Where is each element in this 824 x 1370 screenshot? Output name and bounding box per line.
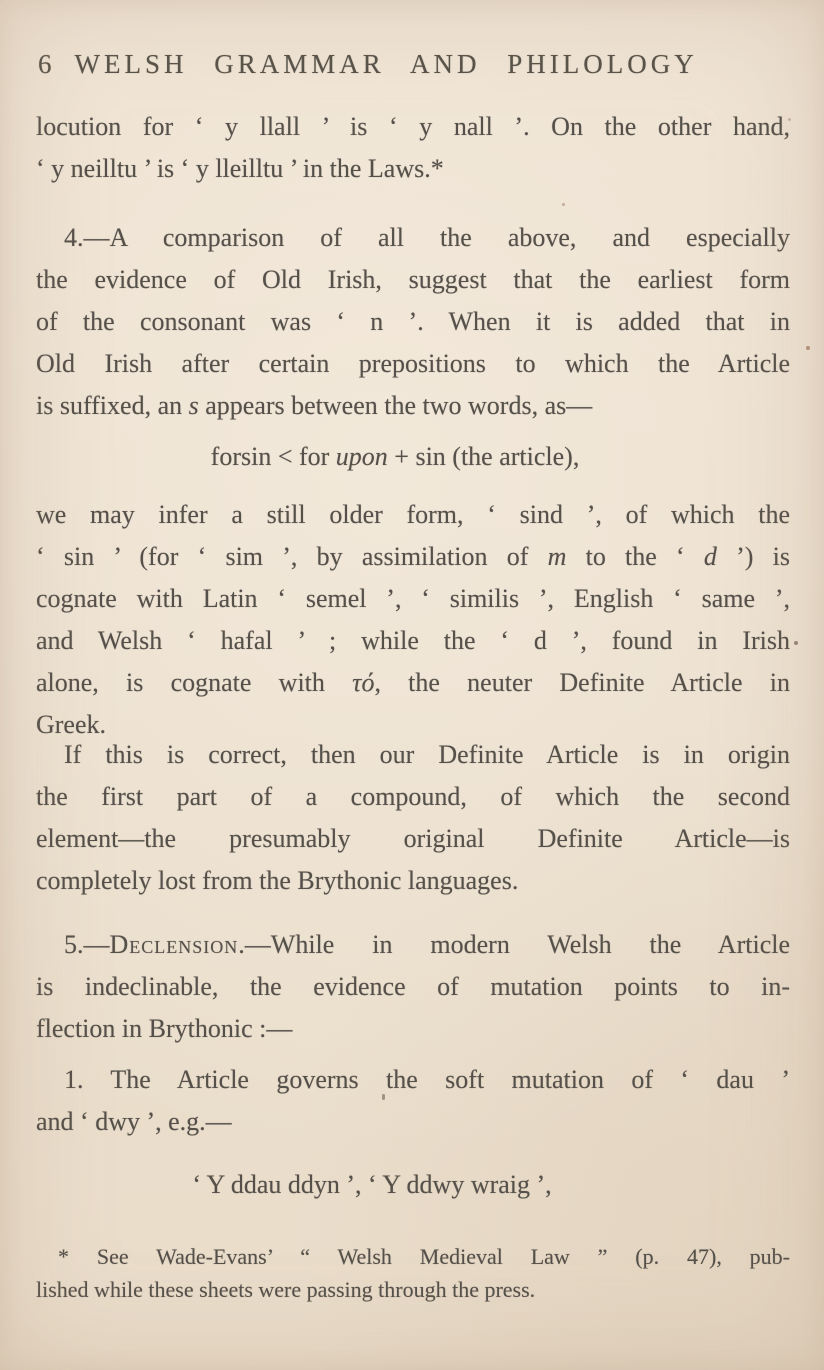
text-line: 4.—A comparison of all the above, and especially bbox=[64, 223, 790, 252]
text-line: the evidence of Old Irish, suggest that the earliest form bbox=[36, 265, 790, 294]
paragraph-section4 bbox=[36, 217, 790, 427]
text-line: element—the presumably original Definite Article—is bbox=[36, 824, 790, 853]
text-line: ‘ sin ’ (for ‘ sim ’, by assimilation of m to the ‘ d ’) is bbox=[36, 542, 790, 571]
running-header bbox=[38, 47, 784, 81]
text-line: and ‘ dwy ’, e.g.— bbox=[36, 1107, 232, 1136]
paragraph-intro bbox=[36, 106, 790, 190]
text-line: 5.—Declension.—While in modern Welsh the Article bbox=[64, 930, 790, 959]
text-line: the first part of a compound, of which the second bbox=[36, 782, 790, 811]
text-line: completely lost from the Brythonic languages. bbox=[36, 866, 519, 895]
page-number: 6 bbox=[38, 49, 53, 79]
paragraph-infer bbox=[36, 494, 790, 746]
text-line: locution for ‘ y llall ’ is ‘ y nall ’. On the other hand, bbox=[36, 112, 790, 141]
text-line: flection in Brythonic :— bbox=[36, 1014, 293, 1043]
text-line: If this is correct, then our Definite Article is in origin bbox=[64, 740, 790, 769]
text-line: Old Irish after certain prepositions to which the Article bbox=[36, 349, 790, 378]
paragraph-correct bbox=[36, 734, 790, 902]
text-line: ‘ y neilltu ’ is ‘ y lleilltu ’ in the Laws.* bbox=[36, 154, 444, 183]
footnote bbox=[36, 1240, 790, 1306]
paragraph-section5 bbox=[36, 924, 790, 1050]
text-line: is suffixed, an s appears between the two words, as— bbox=[36, 391, 593, 420]
paper-speck bbox=[562, 203, 565, 206]
welsh-example-quote bbox=[0, 1164, 744, 1206]
text-line: of the consonant was ‘ n ’. When it is added that in bbox=[36, 307, 790, 336]
text-line: cognate with Latin ‘ semel ’, ‘ similis ’, English ‘ same ’, bbox=[36, 584, 790, 613]
running-title: WELSH GRAMMAR AND PHILOLOGY bbox=[74, 49, 698, 79]
text-line: alone, is cognate with τό, the neuter Definite Article in bbox=[36, 668, 790, 697]
text-line: Greek. bbox=[36, 710, 107, 739]
formula-line: forsin < for upon + sin (the article), bbox=[210, 442, 580, 471]
paper-speck bbox=[794, 641, 798, 645]
text-line: is indeclinable, the evidence of mutation points to in- bbox=[36, 972, 790, 1001]
text-line: 1. The Article governs the soft mutation of ‘ dau ’ bbox=[64, 1065, 790, 1094]
text-line: we may infer a still older form, ‘ sind ’, of which the bbox=[36, 500, 790, 529]
paragraph-item1 bbox=[36, 1059, 790, 1143]
paper-speck bbox=[806, 346, 810, 350]
etymology-formula bbox=[0, 436, 790, 478]
text-line: and Welsh ‘ hafal ’ ; while the ‘ d ’, found in Irish bbox=[36, 626, 790, 655]
text-line: lished while these sheets were passing through the press. bbox=[36, 1277, 536, 1302]
text-line: * See Wade-Evans’ “ Welsh Medieval Law ” (p. 47), pub- bbox=[58, 1244, 790, 1269]
quote-line: ‘ Y ddau ddyn ’, ‘ Y ddwy wraig ’, bbox=[192, 1170, 552, 1199]
